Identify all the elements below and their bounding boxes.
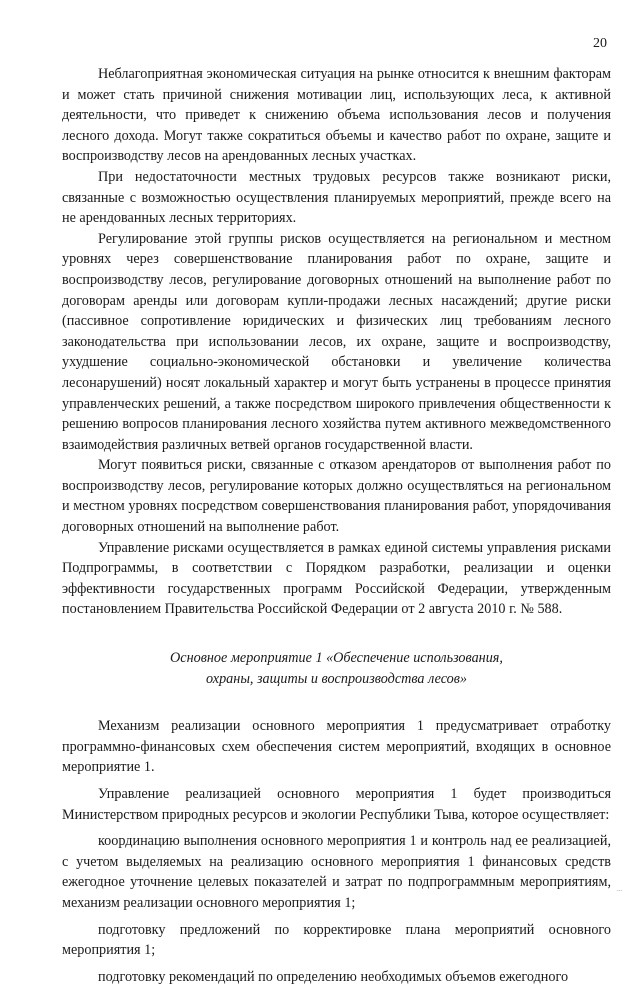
scan-artifact-mark: ﹍	[615, 882, 625, 892]
section-heading-line: Основное мероприятие 1 «Обеспечение использования,	[170, 650, 503, 667]
section-heading	[62, 648, 611, 689]
section-heading-line: охраны, защиты и воспроизводства лесов»	[205, 670, 468, 687]
document-body	[62, 64, 611, 987]
paragraph: Регулирование этой группы рисков осуществляется на региональном и местном уровнях через совершенствование планирования работ по охране, защите и воспроизводству лесов, регулирование договорных отношений на выполнение работ по договорам аренды или договорам купли-продажи лесных насаждений; другие риски (пассивное сопротивление юридических и физических лиц требованиям лесного законодательства при использовании лесов, их охране, защите и воспроизводству, ухудшение социально-экономической обстановки и увеличение количества лесонарушений) носят локальный характер и могут быть устранены в процессе принятия управленческих решений, а также посредством широкого привлечения общественности к решению вопросов планирования лесного хозяйства путем активного межведомственного взаимодействия различных ветвей органов государственной власти.	[62, 230, 611, 453]
paragraph: Неблагоприятная экономическая ситуация на рынке относится к внешним факторам и может стать причиной снижения мотивации лиц, использующих леса, к активной деятельности, что приведет к снижению объема использования лесов и получения лесного дохода. Могут также сократиться объемы и качество работ по охране, защите и воспроизводству лесов на арендованных лесных участках.	[62, 66, 611, 165]
paragraph: подготовку предложений по корректировке плана мероприятий основного мероприятия 1;	[62, 921, 611, 959]
paragraph: координацию выполнения основного мероприятия 1 и контроль над ее реализацией, с учетом выделяемых на реализацию основного мероприятия 1 финансовых средств ежегодное уточнение целевых показателей и затрат по подпрограммным мероприятиям, механизм реализации основного мероприятия 1;	[62, 833, 611, 911]
paragraph: Управление реализацией основного мероприятия 1 будет производиться Министерством природных ресурсов и экологии Республики Тыва, которое осуществляет:	[62, 786, 611, 823]
paragraph: Могут появиться риски, связанные с отказом арендаторов от выполнения работ по воспроизводству лесов, регулирование которых должно осуществляться на региональном и местном уровнях посредством совершенствования планирования работ, упорядочивания договорных отношений на выполнение работ.	[62, 457, 611, 536]
paragraph: Управление рисками осуществляется в рамках единой системы управления рисками Подпрограммы, в соответствии с Порядком разработки, реализации и оценки эффективности государственных программ Российской Федерации, утвержденным постановлением Правительства Российской Федерации от 2 августа 2010 г. № 588.	[62, 539, 611, 618]
paragraph: При недостаточности местных трудовых ресурсов также возникают риски, связанные с возможностью осуществления планируемых мероприятий, прежде всего на не арендованных лесных территориях.	[62, 168, 611, 227]
page-number: 20	[593, 36, 607, 51]
paragraph: подготовку рекомендаций по определению необходимых объемов ежегодного	[98, 968, 569, 985]
paragraph: Механизм реализации основного мероприятия 1 предусматривает отработку программно-финансовых схем обеспечения систем мероприятий, входящих в основное мероприятие 1.	[62, 718, 611, 776]
